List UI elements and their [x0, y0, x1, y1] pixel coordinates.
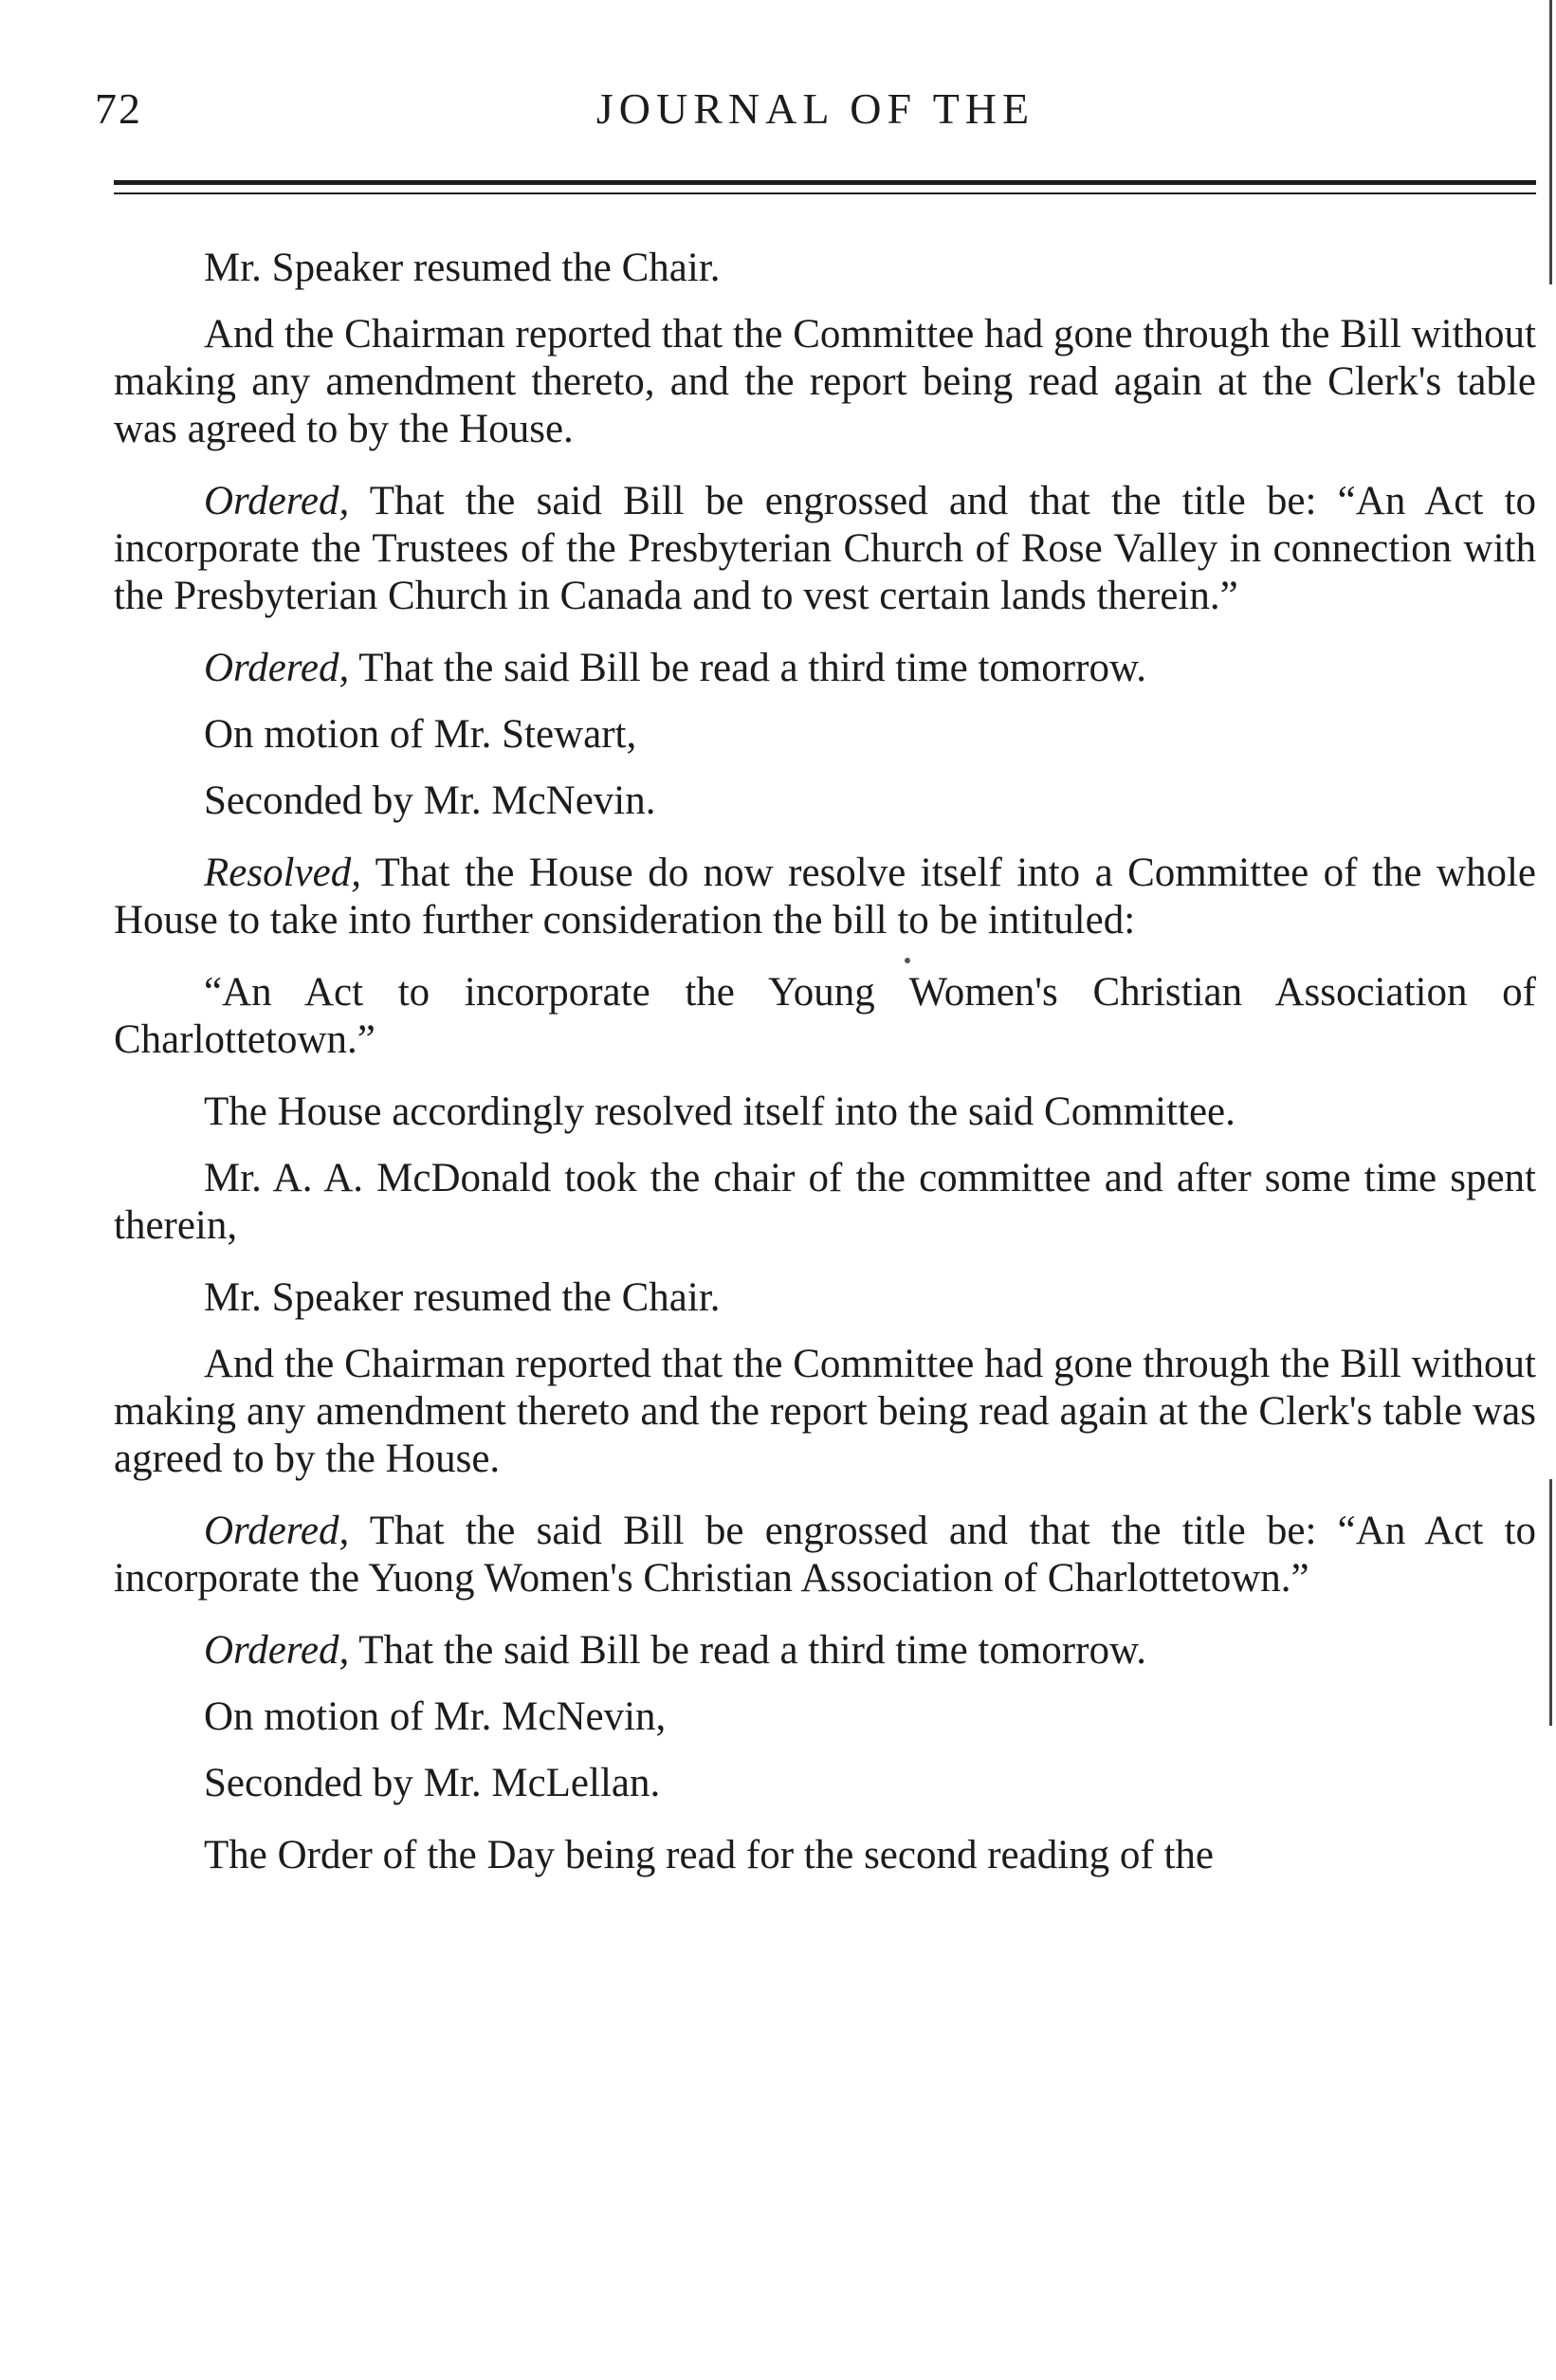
paragraph-text: “An Act to incorporate the Young Women's Christian Association of Charlottetown.”: [114, 970, 1536, 1062]
paragraph-text: That the said Bill be engrossed and that the title be: “An Act to incorporate the Trustees of the Presbyterian Church of Rose Valley in connection with the Presbyterian Church in Canada and to vest certain lands therein.”: [114, 479, 1536, 618]
paragraph-ordered-engrossed-2: [114, 1508, 1536, 1602]
page-header: [95, 83, 1536, 140]
paragraph-text: On motion of Mr. McNevin,: [204, 1694, 667, 1739]
paragraph-motion: [114, 711, 1536, 759]
journal-body: [114, 245, 1536, 1904]
paragraph-text: Mr. A. A. McDonald took the chair of the committee and after some time spent therein,: [114, 1156, 1536, 1248]
paragraph-text: The House accordingly resolved itself into the said Committee.: [204, 1089, 1236, 1134]
scan-edge-mark: [1549, 1479, 1552, 1726]
paragraph-speaker-resumed-2: [114, 1274, 1536, 1322]
paragraph-text: That the said Bill be read a third time tomorrow.: [358, 1628, 1146, 1673]
paragraph-lead: Resolved,: [204, 851, 361, 895]
scan-edge-mark: [1549, 0, 1552, 284]
paragraph-ordered-third-reading-2: [114, 1627, 1536, 1675]
paragraph-seconded-2: [114, 1760, 1536, 1807]
paragraph-chairman-report: [114, 311, 1536, 453]
paragraph-lead: Ordered,: [204, 1628, 350, 1673]
paragraph-speaker-resumed: [114, 245, 1536, 292]
paragraph-seconded: [114, 778, 1536, 825]
paragraph-text: That the said Bill be engrossed and that the title be: “An Act to incorporate the Yuong Women's Christian Association of Charlottetown.”: [114, 1509, 1536, 1601]
page-number: 72: [95, 84, 142, 133]
paragraph-text: Mr. Speaker resumed the Chair.: [204, 246, 721, 290]
paragraph-house-resolved: [114, 1089, 1536, 1136]
paragraph-ordered-third-reading: [114, 645, 1536, 692]
paragraph-text: On motion of Mr. Stewart,: [204, 712, 637, 757]
paragraph-lead: Ordered,: [204, 1509, 350, 1553]
paragraph-resolved: [114, 850, 1536, 944]
paragraph-motion-2: [114, 1693, 1536, 1741]
paragraph-text: That the said Bill be read a third time tomorrow.: [358, 646, 1146, 690]
paragraph-text: Seconded by Mr. McNevin.: [204, 778, 656, 823]
paragraph-order-of-day: [114, 1832, 1536, 1879]
paragraph-lead: Ordered,: [204, 479, 350, 523]
paragraph-lead: Ordered,: [204, 646, 350, 690]
ink-speck: [905, 958, 910, 963]
paragraph-bill-title: [114, 969, 1536, 1064]
paragraph-text: And the Chairman reported that the Committee had gone through the Bill without making any amendment thereto and the report being read again at the Clerk's table was agreed to by the House.: [114, 1342, 1536, 1481]
paragraph-chair-taken: [114, 1155, 1536, 1250]
paragraph-text: Mr. Speaker resumed the Chair.: [204, 1275, 721, 1320]
paragraph-text: The Order of the Day being read for the second reading of the: [204, 1833, 1215, 1877]
running-title: JOURNAL OF THE: [595, 84, 1035, 133]
paragraph-text: Seconded by Mr. McLellan.: [204, 1761, 661, 1805]
paragraph-text: That the House do now resolve itself into a Committee of the whole House to take into further consideration the bill to be intituled:: [114, 851, 1536, 943]
header-rule-thick: [114, 180, 1536, 185]
header-rule-thin: [114, 192, 1536, 194]
paragraph-ordered-engrossed: [114, 478, 1536, 620]
paragraph-chairman-report-2: [114, 1341, 1536, 1483]
paragraph-text: And the Chairman reported that the Committee had gone through the Bill without making any amendment thereto, and the report being read again at the Clerk's table was agreed to by the House.: [114, 312, 1536, 451]
